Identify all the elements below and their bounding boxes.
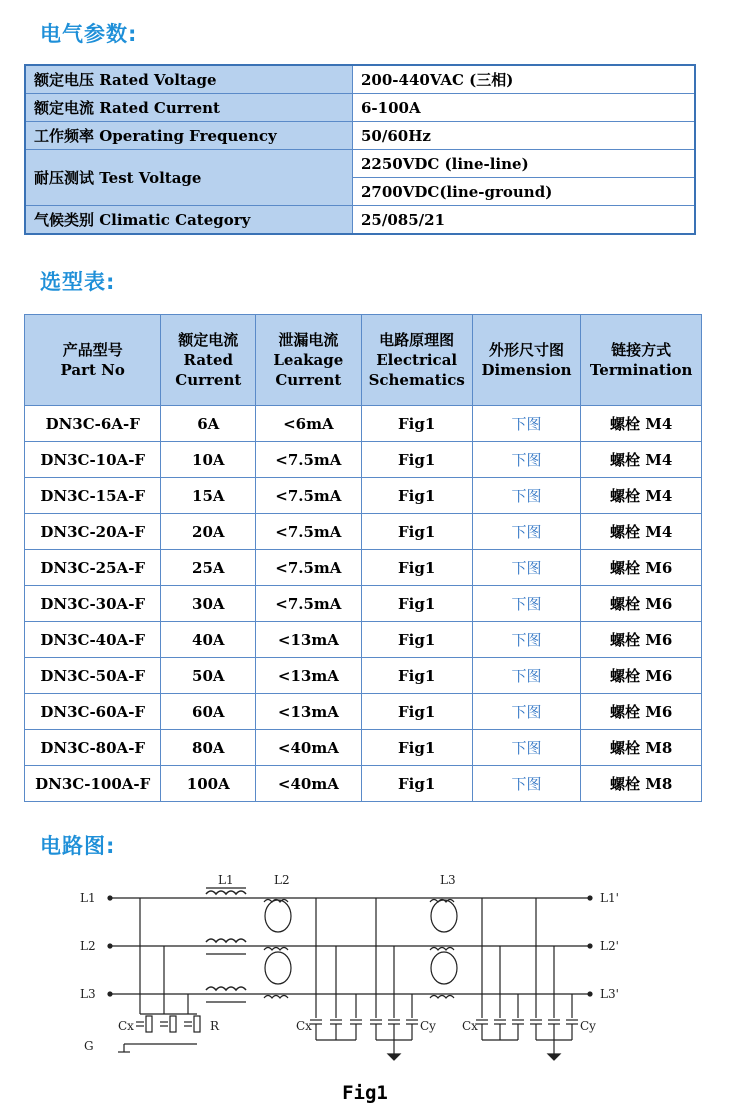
table-cell: 50A — [161, 658, 256, 694]
table-cell: DN3C-25A-F — [25, 550, 161, 586]
column-header-line: Electrical — [376, 351, 458, 369]
column-header — [161, 315, 256, 406]
dimension-link[interactable]: 下图 — [472, 550, 581, 586]
table-cell: DN3C-100A-F — [25, 766, 161, 802]
table-cell: 40A — [161, 622, 256, 658]
table-cell: DN3C-30A-F — [25, 586, 161, 622]
ground-label: G — [84, 1039, 94, 1053]
param-value: 200-440VAC (三相) — [353, 65, 696, 94]
dimension-link[interactable]: 下图 — [472, 658, 581, 694]
table-cell: 80A — [161, 730, 256, 766]
table-cell: 螺栓 M4 — [581, 514, 702, 550]
table-cell: <40mA — [256, 730, 361, 766]
column-header-line: 电路原理图 — [379, 331, 455, 349]
param-row — [25, 122, 695, 150]
param-row — [25, 150, 695, 178]
table-cell: Fig1 — [361, 442, 472, 478]
column-header — [256, 315, 361, 406]
table-cell: 60A — [161, 694, 256, 730]
table-cell: DN3C-50A-F — [25, 658, 161, 694]
inductor-label-l2: L2 — [274, 873, 290, 887]
column-header-line: Termination — [589, 361, 693, 379]
table-cell: Fig1 — [361, 550, 472, 586]
table-cell: Fig1 — [361, 586, 472, 622]
column-header-line: Dimension — [481, 361, 572, 379]
table-cell: 螺栓 M6 — [581, 586, 702, 622]
table-cell: DN3C-6A-F — [25, 406, 161, 442]
table-row — [25, 694, 702, 730]
table-cell: <7.5mA — [256, 514, 361, 550]
table-row — [25, 658, 702, 694]
table-cell: <7.5mA — [256, 478, 361, 514]
param-value: 6-100A — [353, 94, 696, 122]
table-cell: 10A — [161, 442, 256, 478]
cx-label: Cx — [118, 1019, 134, 1033]
table-cell: 100A — [161, 766, 256, 802]
param-value: 2700VDC(line-ground) — [353, 178, 696, 206]
table-cell: 螺栓 M8 — [581, 766, 702, 802]
table-cell: DN3C-10A-F — [25, 442, 161, 478]
column-header-line: Current — [175, 371, 242, 389]
column-header-line: Leakage — [273, 351, 344, 369]
table-cell: <13mA — [256, 694, 361, 730]
table-cell: <6mA — [256, 406, 361, 442]
circuit-heading: 电路图: — [40, 834, 116, 858]
dimension-link[interactable]: 下图 — [472, 694, 581, 730]
table-cell: <7.5mA — [256, 550, 361, 586]
electrical-heading: 电气参数: — [40, 22, 138, 46]
table-cell: 15A — [161, 478, 256, 514]
param-label: 额定电流 Rated Current — [25, 94, 353, 122]
table-cell: 螺栓 M6 — [581, 550, 702, 586]
figure-caption: Fig1 — [342, 1082, 388, 1104]
cy-label: Cy — [580, 1019, 596, 1033]
table-cell: <13mA — [256, 658, 361, 694]
line-out-label: L3' — [600, 987, 619, 1001]
column-header-line: 产品型号 — [62, 341, 123, 359]
electrical-params-table — [24, 64, 696, 235]
column-header-line: 额定电流 — [178, 331, 239, 349]
cy-label: Cy — [420, 1019, 436, 1033]
param-row — [25, 94, 695, 122]
dimension-link[interactable]: 下图 — [472, 478, 581, 514]
dimension-link[interactable]: 下图 — [472, 586, 581, 622]
line-in-label: L2 — [80, 939, 96, 953]
dimension-link[interactable]: 下图 — [472, 514, 581, 550]
param-value: 25/085/21 — [353, 206, 696, 235]
column-header — [581, 315, 702, 406]
cx-label: Cx — [296, 1019, 312, 1033]
column-header-line: 泄漏电流 — [278, 331, 339, 349]
table-row — [25, 622, 702, 658]
table-cell: 20A — [161, 514, 256, 550]
line-out-label: L1' — [600, 891, 619, 905]
table-cell: 螺栓 M4 — [581, 442, 702, 478]
dimension-link[interactable]: 下图 — [472, 766, 581, 802]
column-header-line: Rated — [183, 351, 234, 369]
param-value: 50/60Hz — [353, 122, 696, 150]
line-out-label: L2' — [600, 939, 619, 953]
table-row — [25, 478, 702, 514]
column-header — [361, 315, 472, 406]
dimension-link[interactable]: 下图 — [472, 406, 581, 442]
column-header — [472, 315, 581, 406]
table-cell: <40mA — [256, 766, 361, 802]
table-row — [25, 442, 702, 478]
r-label: R — [210, 1019, 220, 1033]
table-cell: <7.5mA — [256, 586, 361, 622]
table-cell: Fig1 — [361, 730, 472, 766]
table-cell: Fig1 — [361, 622, 472, 658]
selection-table — [24, 314, 702, 802]
column-header-line: Part No — [60, 361, 125, 379]
param-value: 2250VDC (line-line) — [353, 150, 696, 178]
dimension-link[interactable]: 下图 — [472, 730, 581, 766]
table-row — [25, 514, 702, 550]
table-row — [25, 406, 702, 442]
param-label: 额定电压 Rated Voltage — [25, 65, 353, 94]
table-cell: Fig1 — [361, 694, 472, 730]
dimension-link[interactable]: 下图 — [472, 442, 581, 478]
table-row — [25, 586, 702, 622]
table-cell: 螺栓 M6 — [581, 622, 702, 658]
table-cell: 螺栓 M8 — [581, 730, 702, 766]
param-label: 工作频率 Operating Frequency — [25, 122, 353, 150]
param-label: 气候类别 Climatic Category — [25, 206, 353, 235]
dimension-link[interactable]: 下图 — [472, 622, 581, 658]
table-cell: Fig1 — [361, 406, 472, 442]
table-cell: Fig1 — [361, 478, 472, 514]
column-header-line: 链接方式 — [611, 341, 672, 359]
table-cell: 6A — [161, 406, 256, 442]
inductor-label-l3: L3 — [440, 873, 456, 887]
table-cell: 螺栓 M6 — [581, 658, 702, 694]
table-cell: 25A — [161, 550, 256, 586]
table-cell: 螺栓 M4 — [581, 478, 702, 514]
column-header-line: 外形尺寸图 — [489, 341, 565, 359]
table-cell: 螺栓 M6 — [581, 694, 702, 730]
table-row — [25, 730, 702, 766]
selection-heading: 选型表: — [40, 270, 116, 294]
column-header — [25, 315, 161, 406]
table-row — [25, 550, 702, 586]
table-row — [25, 766, 702, 802]
param-label: 耐压测试 Test Voltage — [25, 150, 353, 206]
selection-header-row — [25, 315, 702, 406]
param-row — [25, 206, 695, 235]
param-row — [25, 65, 695, 94]
table-cell: 螺栓 M4 — [581, 406, 702, 442]
circuit-wiring — [108, 888, 592, 1060]
table-cell: DN3C-20A-F — [25, 514, 161, 550]
line-in-label: L1 — [80, 891, 96, 905]
table-cell: <13mA — [256, 622, 361, 658]
table-cell: Fig1 — [361, 658, 472, 694]
table-cell: 30A — [161, 586, 256, 622]
line-in-label: L3 — [80, 987, 96, 1001]
table-cell: DN3C-60A-F — [25, 694, 161, 730]
cx-label: Cx — [462, 1019, 478, 1033]
column-header-line: Current — [275, 371, 342, 389]
table-cell: DN3C-80A-F — [25, 730, 161, 766]
table-cell: Fig1 — [361, 514, 472, 550]
table-cell: DN3C-40A-F — [25, 622, 161, 658]
table-cell: DN3C-15A-F — [25, 478, 161, 514]
table-cell: Fig1 — [361, 766, 472, 802]
table-cell: <7.5mA — [256, 442, 361, 478]
inductor-label-l1: L1 — [218, 873, 234, 887]
column-header-line: Schematics — [368, 371, 465, 389]
circuit-diagram — [80, 868, 640, 1068]
